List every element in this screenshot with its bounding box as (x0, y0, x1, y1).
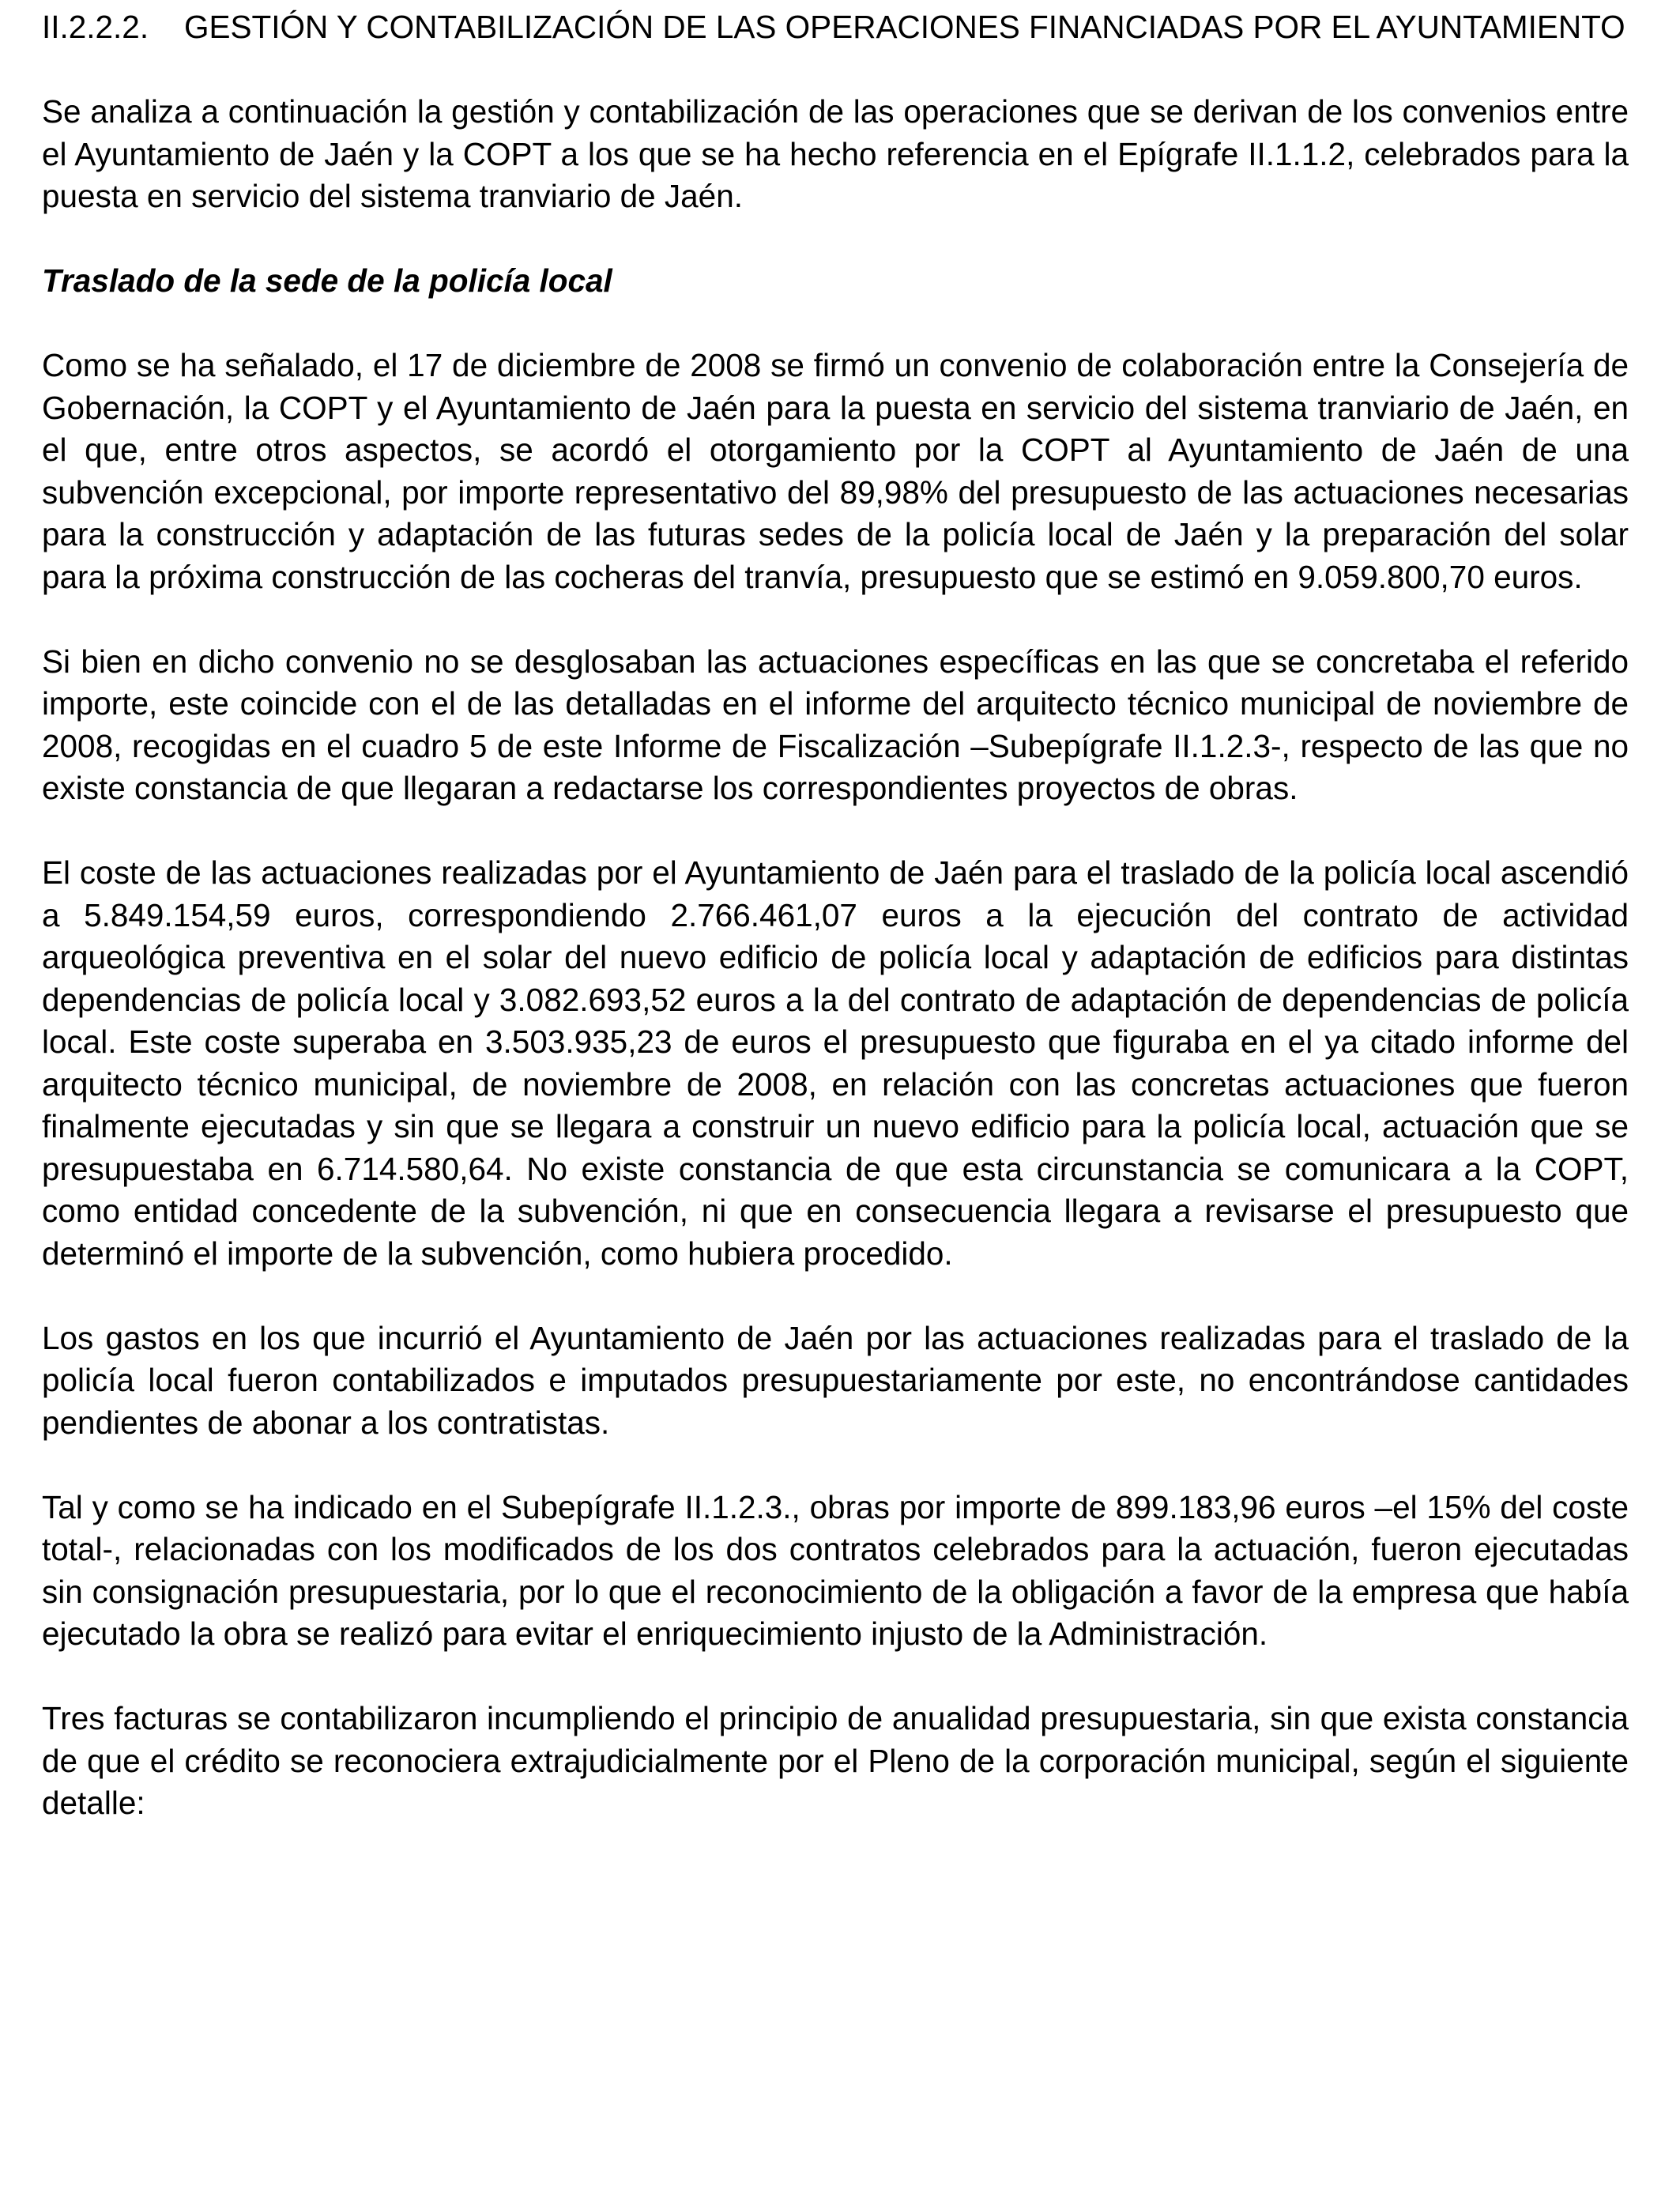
paragraph-gastos: Los gastos en los que incurrió el Ayuntamiento de Jaén por las actuaciones realizadas para el traslado de la policía local fueron contabilizados e imputados presupuestariamente por este, no encontrándose cantidades pendientes de abonar a los contratistas. (42, 1319, 1629, 1441)
document-page (42, 6, 1629, 1825)
paragraph-modificados: Tal y como se ha indicado en el Subepígrafe II.1.2.3., obras por importe de 899.183,96 euros –el 15% del coste total-, relacionadas con los modificados de los dos contratos celebrados para la actuación, fueron ejecutadas sin consignación presupuestaria, por lo que el reconocimiento de la obligación a favor de la empresa que había ejecutado la obra se realizó para evitar el enriquecimiento injusto de la Administración. (42, 1488, 1629, 1652)
section-number: II.2.2.2. (42, 9, 149, 45)
section-heading (42, 6, 1629, 49)
section-title: GESTIÓN Y CONTABILIZACIÓN DE LAS OPERACIONES FINANCIADAS POR EL AYUNTAMIENTO (184, 9, 1625, 45)
paragraph-desglose: Si bien en dicho convenio no se desglosaban las actuaciones específicas en las que se concretaba el referido importe, este coincide con el de las detalladas en el informe del arquitecto técnico municipal de noviembre de 2008, recogidas en el cuadro 5 de este Informe de Fiscalización –Subepígrafe II.1.2.3-, respecto de las que no existe constancia de que llegaran a redactarse los correspondientes proyectos de obras. (42, 643, 1629, 806)
paragraph-coste: El coste de las actuaciones realizadas por el Ayuntamiento de Jaén para el traslado de la policía local ascendió a 5.849.154,59 euros, correspondiendo 2.766.461,07 euros a la ejecución del contrato de actividad arqueológica preventiva en el solar del nuevo edificio de policía local y adaptación de edificios para distintas dependencias de policía local y 3.082.693,52 euros a la del contrato de adaptación de dependencias de policía local. Este coste superaba en 3.503.935,23 de euros el presupuesto que figuraba en el ya citado informe del arquitecto técnico municipal, de noviembre de 2008, en relación con las concretas actuaciones que fueron finalmente ejecutadas y sin que se llegara a construir un nuevo edificio para la policía local, actuación que se presupuestaba en 6.714.580,64. No existe constancia de que esta circunstancia se comunicara a la COPT, como entidad concedente de la subvención, ni que en consecuencia llegara a revisarse el presupuesto que determinó el importe de la subvención, como hubiera procedido. (42, 854, 1629, 1272)
intro-paragraph: Se analiza a continuación la gestión y contabilización de las operaciones que se derivan de los convenios entre el Ayuntamiento de Jaén y la COPT a los que se ha hecho referencia en el Epígrafe II.1.1.2, celebrados para la puesta en servicio del sistema tranviario de Jaén. (42, 93, 1629, 214)
paragraph-facturas: Tres facturas se contabilizaron incumpliendo el principio de anualidad presupuestaria, sin que exista constancia de que el crédito se reconociera extrajudicialmente por el Pleno de la corporación municipal, según el siguiente detalle: (42, 1700, 1629, 1821)
paragraph-convenio: Como se ha señalado, el 17 de diciembre de 2008 se firmó un convenio de colaboración entre la Consejería de Gobernación, la COPT y el Ayuntamiento de Jaén para la puesta en servicio del sistema tranviario de Jaén, en el que, entre otros aspectos, se acordó el otorgamiento por la COPT al Ayuntamiento de Jaén de una subvención excepcional, por importe representativo del 89,98% del presupuesto de las actuaciones necesarias para la construcción y adaptación de las futuras sedes de la policía local de Jaén y la preparación del solar para la próxima construcción de las cocheras del tranvía, presupuesto que se estimó en 9.059.800,70 euros. (42, 347, 1629, 595)
subheading: Traslado de la sede de la policía local (42, 262, 612, 299)
